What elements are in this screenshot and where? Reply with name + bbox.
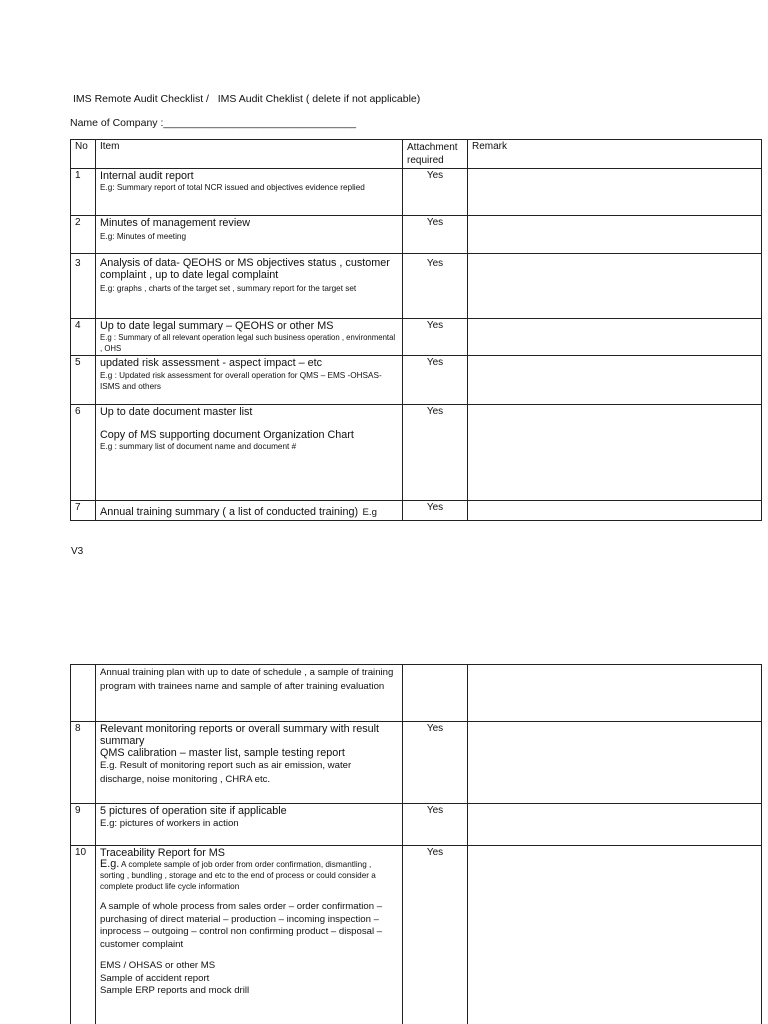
row-item	[96, 319, 403, 356]
item-title: Up to date document master list	[100, 406, 253, 418]
item-example: E.g	[362, 507, 377, 518]
row-item	[96, 501, 403, 521]
item-example	[100, 859, 398, 892]
item-title: updated risk assessment - aspect impact – etc	[100, 357, 323, 369]
item-example: E.g: Summary report of total NCR issued and objectives evidence replied	[100, 183, 365, 192]
row-remark-cell[interactable]	[468, 846, 762, 1024]
row-no: 5	[71, 356, 96, 405]
row-no: 2	[71, 216, 96, 254]
table-row	[71, 405, 762, 501]
item-title: 5 pictures of operation site if applicable	[100, 805, 287, 817]
row-attachment: Yes	[403, 804, 468, 846]
table-row	[71, 216, 762, 254]
row-attachment: Yes	[403, 319, 468, 356]
item-title-secondary: Copy of MS supporting document Organization Chart	[100, 429, 354, 441]
row-no	[71, 665, 96, 722]
row-remark-cell[interactable]	[468, 665, 762, 722]
header-item: Item	[96, 140, 403, 169]
item-text-ms: EMS / OHSAS or other MS	[100, 960, 216, 971]
version-label: V3	[71, 546, 84, 557]
item-text-ms: Sample ERP reports and mock drill	[100, 985, 250, 996]
table-row	[71, 722, 762, 804]
row-item	[96, 254, 403, 319]
table-row	[71, 501, 762, 521]
row-attachment: Yes	[403, 356, 468, 405]
row-attachment	[403, 665, 468, 722]
row-no: 7	[71, 501, 96, 521]
table-row	[71, 665, 762, 722]
item-title-secondary: QMS calibration – master list, sample testing report	[100, 747, 345, 759]
row-item	[96, 356, 403, 405]
header-remark: Remark	[468, 140, 762, 169]
row-attachment: Yes	[403, 216, 468, 254]
row-item	[96, 216, 403, 254]
row-attachment: Yes	[403, 405, 468, 501]
row-attachment: Yes	[403, 169, 468, 216]
row-attachment: Yes	[403, 722, 468, 804]
item-example: E.g: graphs , charts of the target set , summary report for the target set	[100, 284, 357, 293]
row-item	[96, 846, 403, 1024]
item-text: E.g: pictures of workers in action	[100, 818, 239, 829]
example-lead: E.g.	[100, 858, 120, 870]
row-remark-cell[interactable]	[468, 216, 762, 254]
table-header-row	[71, 140, 762, 169]
company-name-line	[70, 117, 356, 129]
company-name-blank[interactable]: _________________________________	[163, 117, 357, 129]
table-row	[71, 169, 762, 216]
row-remark-cell[interactable]	[468, 405, 762, 501]
document-title: IMS Remote Audit Checklist / IMS Audit Cheklist ( delete if not applicable)	[73, 93, 421, 105]
item-example: E.g : Summary of all relevant operation legal such business operation , environmental , OHS	[100, 333, 396, 353]
table-row	[71, 254, 762, 319]
row-no: 10	[71, 846, 96, 1024]
item-title: Annual training summary ( a list of conducted training)	[100, 506, 359, 518]
item-example: E.g: Minutes of meeting	[100, 232, 187, 241]
row-remark-cell[interactable]	[468, 169, 762, 216]
row-remark-cell[interactable]	[468, 254, 762, 319]
row-remark-cell[interactable]	[468, 804, 762, 846]
row-attachment: Yes	[403, 846, 468, 1024]
row-remark-cell[interactable]	[468, 319, 762, 356]
row-no: 4	[71, 319, 96, 356]
row-item	[96, 722, 403, 804]
spacer	[100, 892, 398, 901]
item-text: Annual training plan with up to date of schedule , a sample of training program with trainees name and sample of after training evaluation	[100, 667, 394, 692]
header-no: No	[71, 140, 96, 169]
row-no: 1	[71, 169, 96, 216]
row-remark-cell[interactable]	[468, 356, 762, 405]
item-example: E.g : summary list of document name and document #	[100, 442, 297, 451]
item-title: Minutes of management review	[100, 217, 251, 229]
row-item	[96, 169, 403, 216]
row-no: 3	[71, 254, 96, 319]
item-text: E.g. Result of monitoring report such as air emission, water discharge, noise monitoring , CHRA etc.	[100, 760, 352, 785]
item-title: Internal audit report	[100, 170, 194, 182]
audit-checklist-table-continued	[70, 664, 762, 1024]
header-attachment: Attachment required	[403, 140, 468, 169]
item-title: Up to date legal summary – QEOHS or other MS	[100, 320, 334, 332]
spacer	[100, 951, 398, 960]
item-text-ms: Sample of accident report	[100, 972, 210, 984]
row-attachment: Yes	[403, 501, 468, 521]
row-no: 6	[71, 405, 96, 501]
example-text: A complete sample of job order from order confirmation, dismantling , sorting , bundling , storage and etc to the end of process or could consider a complete product life cycle information	[100, 860, 376, 891]
item-example: E.g : Updated risk assessment for overall operation for QMS – EMS -OHSAS- ISMS and others	[100, 371, 382, 391]
item-title: Traceability Report for MS	[100, 847, 226, 859]
row-attachment: Yes	[403, 254, 468, 319]
table-row	[71, 319, 762, 356]
item-title: Relevant monitoring reports or overall summary with result summary	[100, 723, 380, 747]
company-label: Name of Company :	[70, 117, 164, 129]
row-no: 9	[71, 804, 96, 846]
row-remark-cell[interactable]	[468, 722, 762, 804]
row-remark-cell[interactable]	[468, 501, 762, 521]
table-row	[71, 846, 762, 1024]
row-item	[96, 405, 403, 501]
table-row	[71, 356, 762, 405]
table-row	[71, 804, 762, 846]
row-item	[96, 804, 403, 846]
item-text: A sample of whole process from sales order – order confirmation – purchasing of direct material – production – incoming inspection – inprocess – outgoing – control non confirming product – disposal – customer complaint	[100, 901, 383, 950]
row-item	[96, 665, 403, 722]
spacer	[100, 418, 398, 429]
audit-checklist-table	[70, 139, 762, 521]
row-no: 8	[71, 722, 96, 804]
item-title: Analysis of data- QEOHS or MS objectives status , customer complaint , up to date legal complaint	[100, 257, 390, 281]
